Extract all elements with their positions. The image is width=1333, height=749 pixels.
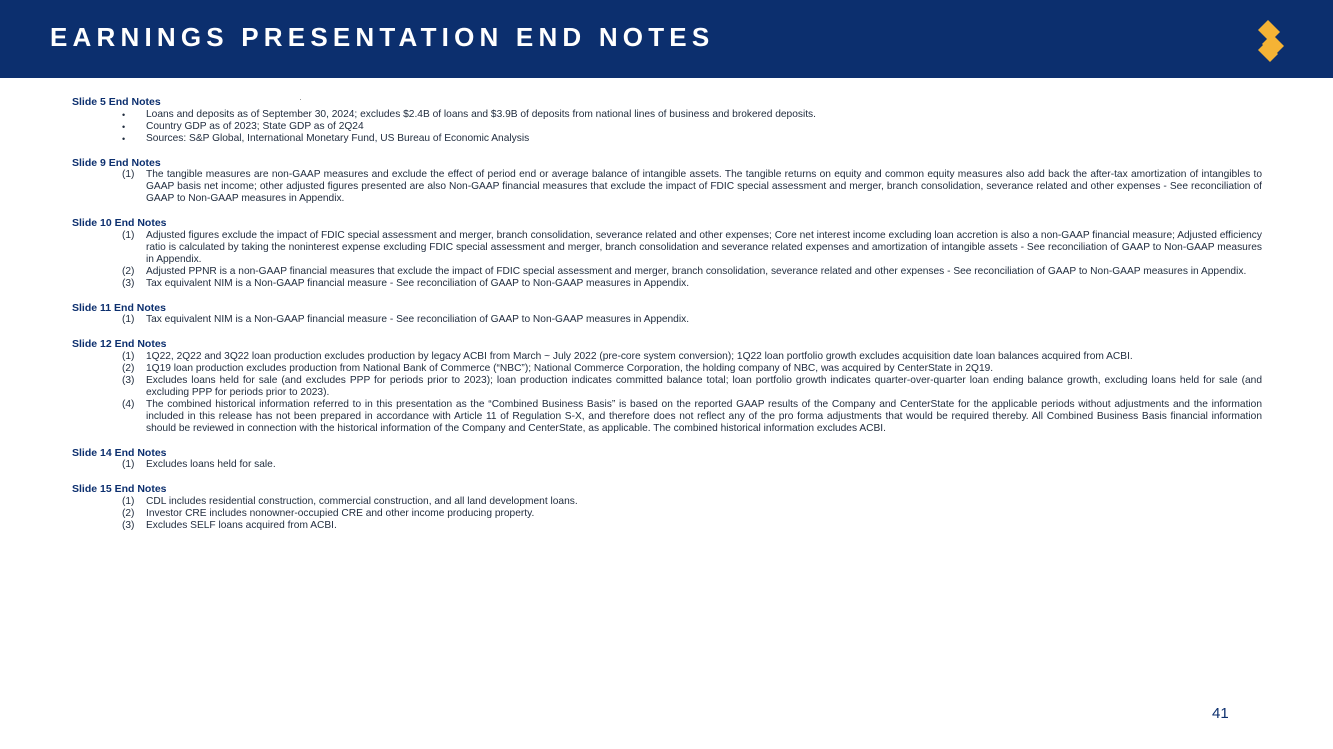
southstate-logo-icon	[1254, 20, 1288, 62]
note-number: (1)	[122, 459, 135, 470]
end-notes-section	[72, 302, 1262, 327]
bullet-marker: •	[122, 109, 126, 120]
note-number: (1)	[122, 350, 135, 362]
note-text: Excludes loans held for sale (and excludes PPP for periods prior to 2023); loan production indicates committed balance total; loan portfolio growth indicates quarter-over-quarter loan ending balance growth, excluding loans held for sale (and excluding PPP for periods prior to 2023).	[146, 374, 1262, 398]
note-text: Adjusted figures exclude the impact of FDIC special assessment and merger, branch consolidation, severance related and other expenses; Core net interest income excluding loan accretion is also a non-GAAP financial measure; Adjusted efficiency ratio is calculated by taking the noninterest expense excluding FDIC special assessment and merger, branch consolidation and severance related expenses and amortization of intangible assets - See reconciliation of GAAP to Non-GAAP measures in Appendix.	[146, 229, 1262, 265]
note-number: (1)	[122, 495, 135, 507]
note-item	[72, 314, 1262, 326]
note-item	[72, 133, 1262, 145]
end-notes-section	[72, 338, 1262, 435]
note-text: Loans and deposits as of September 30, 2024; excludes $2.4B of loans and $3.9B of deposits from national lines of business and brokered deposits.	[146, 108, 816, 120]
note-text: Excludes SELF loans acquired from ACBI.	[146, 519, 337, 531]
note-item	[72, 266, 1262, 278]
section-title: Slide 12 End Notes	[72, 338, 167, 350]
note-text: CDL includes residential construction, commercial construction, and all land development loans.	[146, 495, 578, 507]
note-number: (2)	[122, 507, 135, 519]
note-item	[72, 351, 1262, 363]
end-notes-section	[72, 483, 1262, 532]
note-item	[72, 230, 1262, 266]
end-notes-section	[72, 157, 1262, 206]
note-text: Tax equivalent NIM is a Non-GAAP financial measure - See reconciliation of GAAP to Non-GAAP measures in Appendix.	[146, 277, 690, 289]
note-item	[72, 121, 1262, 133]
note-text: Excludes loans held for sale.	[146, 459, 276, 470]
end-notes-section	[72, 96, 1262, 145]
note-number: (1)	[122, 169, 135, 180]
note-item	[72, 278, 1262, 290]
section-title: Slide 11 End Notes	[72, 301, 166, 314]
note-text: The combined historical information referred to in this presentation as the “Combined Business Basis” is based on the reported GAAP results of the Company and CenterState for the applicable periods without adjustments and the information included in this release has not been prepared in accordance with Article 11 of Regulation S-X, and therefore does not reflect any of the pro forma adjustments that would be required thereby. All Combined Business Basis financial information should be reviewed in connection with the historical information of the Company and CenterState, as applicable. The combined historical information excludes ACBI.	[146, 398, 1262, 434]
note-item	[72, 520, 1262, 532]
page-title: EARNINGS PRESENTATION END NOTES	[50, 22, 715, 52]
end-notes-section	[72, 217, 1262, 290]
note-text: Country GDP as of 2023; State GDP as of 2Q24	[146, 120, 364, 132]
note-item	[72, 496, 1262, 508]
section-title: Slide 9 End Notes	[72, 156, 161, 169]
header-bar	[0, 0, 1333, 78]
page-number: 41	[1212, 705, 1229, 722]
note-item	[72, 375, 1262, 399]
note-item	[72, 109, 1262, 121]
note-number: (3)	[122, 374, 135, 386]
section-title: Slide 15 End Notes	[72, 483, 167, 495]
note-text: The tangible measures are non-GAAP measures and exclude the effect of period end or average balance of intangible assets. The tangible returns on equity and common equity measures also add back the after-tax amortization of intangibles to GAAP basis net income; other adjusted figures presented are also Non-GAAP financial measures that exclude the impact of FDIC special assessment and merger, branch consolidation, severance related and other expenses - See reconciliation of GAAP to Non-GAAP measures in Appendix.	[146, 169, 1262, 204]
note-number: (3)	[122, 519, 135, 531]
note-text: Sources: S&P Global, International Monetary Fund, US Bureau of Economic Analysis	[146, 132, 530, 144]
end-notes-content	[72, 96, 1262, 544]
note-item	[72, 399, 1262, 435]
note-text: Tax equivalent NIM is a Non-GAAP financial measure - See reconciliation of GAAP to Non-GAAP measures in Appendix.	[146, 314, 690, 325]
note-number: (1)	[122, 314, 135, 325]
bullet-marker: •	[122, 133, 126, 144]
note-number: (1)	[122, 229, 135, 241]
note-text: 1Q19 loan production excludes production from National Bank of Commerce (“NBC”); National Commerce Corporation, the holding company of NBC, was acquired by CenterState in 2Q19.	[146, 362, 994, 374]
note-number: (2)	[122, 265, 135, 277]
section-title: Slide 5 End Notes	[72, 96, 161, 108]
note-number: (4)	[122, 398, 135, 410]
note-item	[72, 459, 1262, 471]
note-text: 1Q22, 2Q22 and 3Q22 loan production excludes production by legacy ACBI from March ~ July 2022 (pre-core system conversion); 1Q22 loan portfolio growth excludes acquisition date loan balances acquired from ACBI.	[146, 350, 1133, 362]
section-title: Slide 14 End Notes	[72, 446, 167, 459]
note-text: Adjusted PPNR is a non-GAAP financial measures that exclude the impact of FDIC special assessment and merger, branch consolidation, severance related and other expenses - See reconciliation of GAAP to Non-GAAP measures in Appendix.	[146, 265, 1247, 277]
note-item	[72, 508, 1262, 520]
note-item	[72, 169, 1262, 205]
note-number: (3)	[122, 277, 135, 289]
bullet-marker: •	[122, 121, 126, 132]
section-title: Slide 10 End Notes	[72, 217, 167, 229]
end-notes-section	[72, 447, 1262, 472]
note-text: Investor CRE includes nonowner-occupied CRE and other income producing property.	[146, 507, 535, 519]
note-number: (2)	[122, 362, 135, 374]
note-item	[72, 363, 1262, 375]
